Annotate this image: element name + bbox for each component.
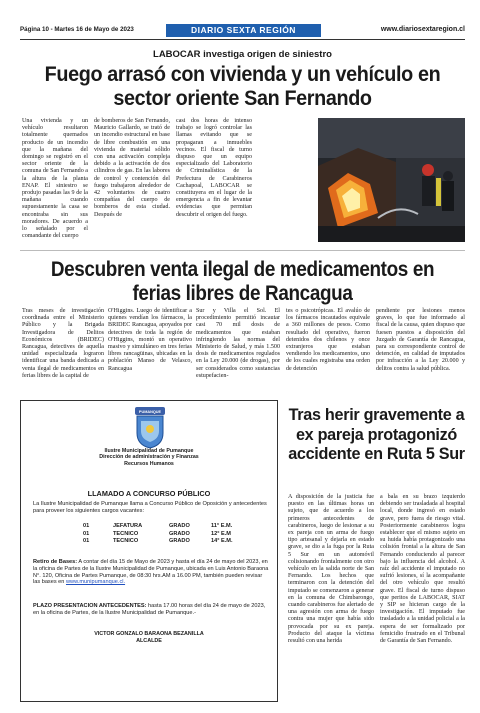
bases-text: A contar del día 15 de Mayo de 2023 y hasta el día 24 de mayo del 2023, en la oficina de Partes de la Ilustre Municipalidad de Pumanque, ubicada en Luis Antonio Baraona N°. 120, Oficina de Partes Pumanque, de 08:30 hrs.AM a 16.00 PM, también pueden revisar las bases en: [33, 559, 269, 586]
story1-headline: Fuego arrasó con vivienda y un vehículo en sector oriente San Fernando: [44, 62, 441, 110]
vacancy-row: [33, 538, 269, 546]
notice-intro: La Ilustre Municipalidad de Pumanque llama a Concurso Público de Oposición y antecedentes para proveer los siguientes cargos vacantes:: [33, 501, 267, 514]
story1-column-1: Una vivienda y un vehículo resultaron totalmente quemados producto de un incendio que la mañana del domingo se registró en el sector oriente de la comuna de San Fernando a la altura de la planta ENAP. El siniestro se produjo pasadas las 9 de la mañana cuando supuestamente la casa se encontraba sin sus moradores. De acuerdo a lo señalado por el comandante del cuerpo: [22, 118, 88, 240]
website-link[interactable]: www.diariosextaregion.cl: [380, 26, 465, 33]
story2-column-2: O'Higgins. Luego de identificar a quienes vendían los fármacos, la BRIDEC Rancagua, apoyados por detectives de toda la región de O'Higgins, montó un operativo masivo y simultáneo en tres ferias libres rancagüinas, ubicadas en la población Manso de Velasco, Rancagua: [108, 308, 192, 372]
notice-bases: [33, 559, 269, 586]
crest-text: PUMANQUE: [138, 410, 162, 414]
public-notice-box: [20, 400, 278, 702]
section-divider: [20, 250, 465, 251]
header-divider: [20, 39, 465, 40]
fire-photo: [318, 118, 465, 242]
vacancy-row: [33, 531, 269, 539]
story2-headline: Descubren venta ilegal de medicamentos en ferias libres de Rancagua: [50, 258, 435, 305]
story3-column-2: a bala en su brazo izquierdo debiendo ser trasladada al hospital local, donde ingresó en estado grave, pero fuera de riesgo vital. Posteriormente carabineros logra establecer que el mismo sujeto en su huida había protagonizado una colisión frontal a la altura de San Fernando conduciendo al parecer bajo la influencia del alcohol. A raíz del accidente el imputado no sufrió lesiones, sí la acompañante del otro vehículo que resultó grave. El fiscal de turno dispuso que peritos de LABOCAR, SIAT y SIP se hicieran cargo de la investigación. El imputado fue trasladado a la unidad policial a la espera de ser formalizado por femicidio frustrado en el Tribunal de Garantía de San Fernando.: [380, 494, 465, 645]
deadline-label: PLAZO PRESENTACION ANTECEDENTES:: [33, 603, 147, 609]
notice-title: LLAMADO A CONCURSO PÚBLICO: [87, 489, 211, 498]
vacancy-count: 01: [83, 530, 90, 537]
vacancy-grade-label: GRADO: [169, 538, 190, 545]
vacancy-position: TECNICO: [113, 538, 139, 545]
vacancy-count: 01: [83, 538, 90, 545]
org-line: Dirección de administración y Finanzas: [99, 454, 199, 461]
story2-column-3: Sur y Villa el Sol. El procedimiento permitió incautar casi 70 mil dosis de medicamentos que estaban infringiendo las normas del Ministerio de Salud, y más 1.500 dosis de medicamentos regulados en la Ley 20.000 (de drogas), por ser considerados como sustancias estupefacien-: [196, 308, 280, 379]
story3-headline: Tras herir gravemente a ex pareja protagonizó accidente en Ruta 5 Sur: [288, 406, 465, 463]
page-label: Página 10 - Martes 16 de Mayo de 2023: [20, 26, 134, 33]
story2-column-1: Tras meses de investigación coordinada entre el Ministerio Público y la Brigada Investigadora de Delitos Económicos (BRIDEC) Rancagua, detectives de aquella unidad especializada lograron identificar una banda dedicada a venta ilegal de medicamentos en ferias libres de la capital de: [22, 308, 104, 379]
vacancy-table: [33, 523, 269, 546]
deadline-text: hasta 17.00 horas del día 24 de mayo de 2023, en la oficina de Partes, de la Ilustre Municipalidad de Pumanque.-: [33, 603, 266, 616]
story1-kicker: LABOCAR investiga origen de siniestro: [153, 49, 332, 60]
signer-title: ALCALDE: [136, 637, 162, 644]
vacancy-grade: 14° E.M.: [211, 538, 233, 545]
story2-column-5: pendiente por lesiones menos graves, lo que fue informado al fiscal de la causa, quien dispuso que fuesen puestos a disposición del Juzgado de Garantía de Rancagua, para su correspondiente control de detención, en calidad de imputados por infracción a la Ley 20.000 y delitos contra la salud pública.: [376, 308, 465, 372]
vacancy-row: [33, 523, 269, 531]
vacancy-grade: 11° E.M.: [211, 523, 233, 529]
page-header: [20, 24, 465, 38]
vacancy-position: JEFATURA: [113, 523, 143, 529]
bases-label: Retiro de Bases:: [33, 559, 78, 565]
vacancy-position: TECNICO: [113, 530, 139, 537]
municipal-crest-icon: [131, 407, 169, 449]
fire-scene-image: [318, 118, 465, 242]
brand-banner: DIARIO SEXTA REGIÓN: [166, 24, 321, 37]
story2-column-4: tes o psicotrópicas. El avalúo de los fármacos incautados equivale a 360 millones de pesos. Como resultado del operativo, fueron detenidos dos chilenos y once extranjeros que estaban vendiendo los medicamentos, uno de los cuales registraba una orden de detención: [286, 308, 370, 372]
vacancy-grade-label: GRADO: [169, 523, 190, 529]
signer-name: VICTOR GONZALO BARAONA BEZANILLA: [94, 631, 204, 637]
notice-signature: [21, 631, 277, 645]
story1-column-2: de bomberos de San Fernando, Mauricio Gallardo, se trató de un incendio estructural en base de libre combustión en una vivienda de material sólido con una activación compleja debido a la activación de dos cilindros de gas. En las labores de control y contención del fuego trabajaron alrededor de 42 voluntarios de cuatro compañías del cuerpo de bomberos de esta ciudad. Después de: [94, 118, 170, 218]
org-line: Ilustre Municipalidad de Pumanque: [104, 448, 194, 454]
notice-deadline: [33, 603, 269, 617]
notice-organization: [21, 448, 277, 467]
vacancy-grade-label: GRADO: [169, 530, 190, 537]
bases-link[interactable]: www.munipumanque.cl.: [65, 579, 126, 586]
story3-column-1: A disposición de la justicia fue puesto en las últimas horas un sujeto, que de acuerdo a los primeros antecedentes de carabineros, luego de lesionar a su ex pareja con un arma de fuego tipo artesanal y dejarla en estado grave, se dio a la fuga por la Ruta 5 Sur en un automóvil colisionando frontalmente con otro vehículo en la salida norte de San Fernando. Los hechos que terminaron con la detención del imputado se comenzaron a generar en la comuna de Chimbarongo, cuando carabineros fue alertado de una agresión con arma de fuego contra una mujer que había sido provocada por su ex pareja. Producto del ataque la víctima resultó con una herida: [288, 494, 374, 645]
story1-column-3: casi dos horas de intenso trabajo se logró controlar las llamas evitando que se propagaran a inmuebles vecinos. El fiscal de turno dispuso que un equipo especializado del Laboratorio de Criminalística de la Prefectura de Carabineros Cachapoal, LABOCAR se constituyera en el lugar de la emergencia a fin de levantar evidencias que permitan descubrir el origen del fuego.: [176, 118, 252, 218]
vacancy-count: 01: [83, 523, 90, 529]
vacancy-grade: 12° E.M: [211, 530, 231, 537]
org-line: Recursos Humanos: [124, 460, 174, 467]
